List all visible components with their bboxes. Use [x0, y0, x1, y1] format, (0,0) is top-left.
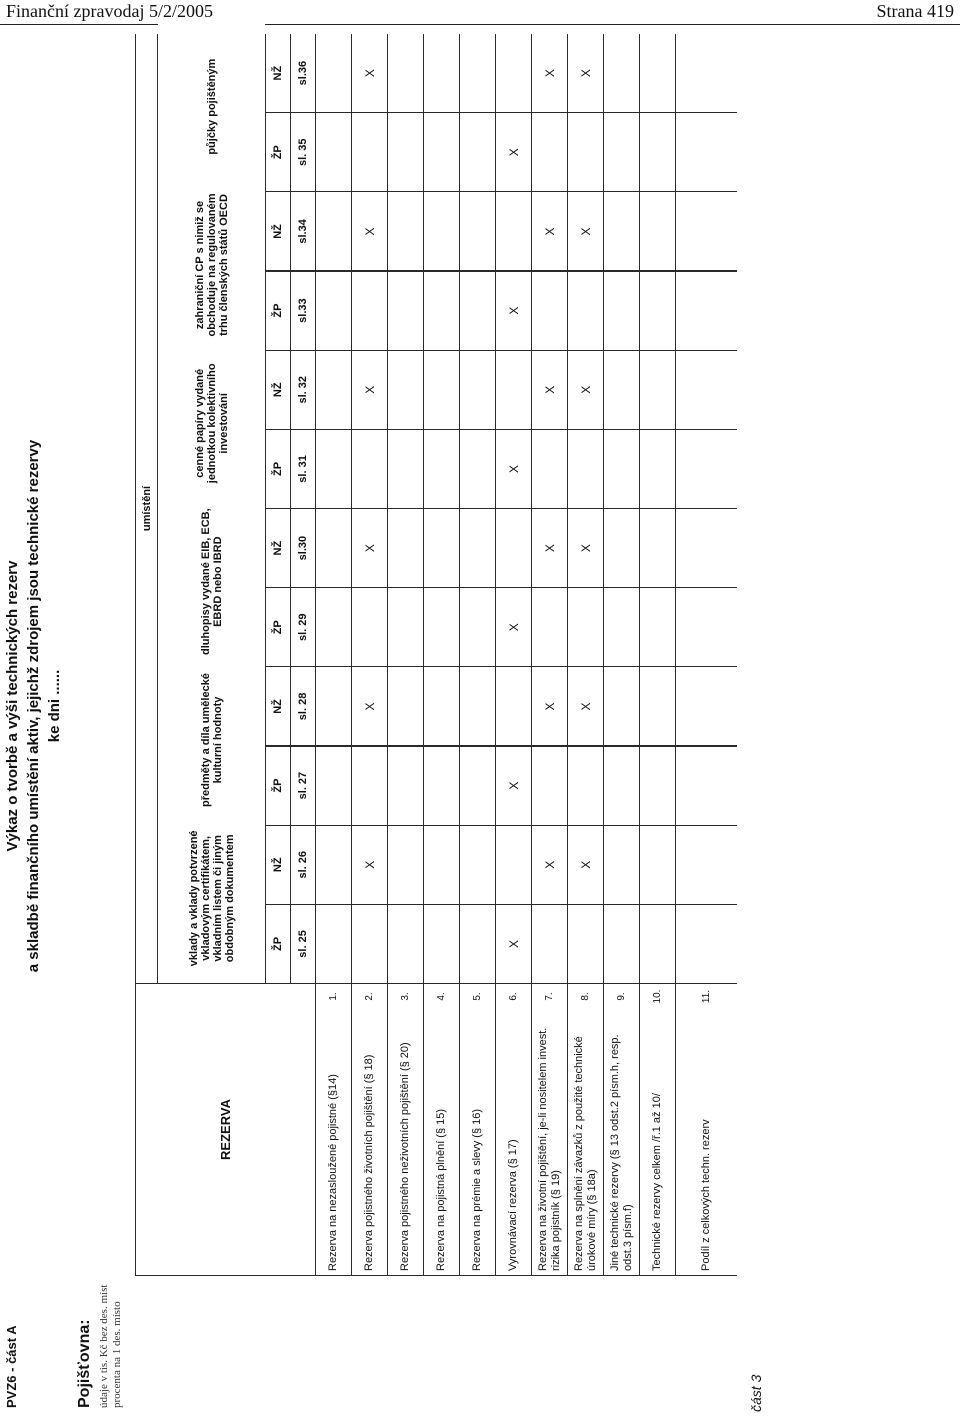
row-number: 11.	[676, 984, 737, 1009]
not-applicable-mark: X	[568, 509, 603, 587]
column-number-10: sl.34	[291, 192, 315, 270]
value-cell[interactable]	[604, 588, 639, 666]
row-label: Jiné technické rezervy (§ 13 odst.2 písm.h, resp. odst.3 písm.f)	[604, 1006, 639, 1275]
value-cell[interactable]	[640, 747, 675, 825]
subheader-2: NŽ	[266, 826, 290, 904]
group-header-2: předměty a díla umělecké kulturní hodnoty	[158, 655, 265, 824]
subheader-11: ŽP	[266, 113, 290, 191]
value-cell[interactable]	[676, 272, 737, 350]
value-cell[interactable]	[316, 905, 351, 983]
not-applicable-mark: X	[532, 351, 567, 429]
value-cell[interactable]	[424, 34, 459, 112]
subheader-1: ŽP	[266, 905, 290, 983]
value-cell[interactable]	[460, 272, 495, 350]
value-cell[interactable]	[424, 113, 459, 191]
not-applicable-mark: X	[568, 192, 603, 270]
value-cell[interactable]	[388, 113, 423, 191]
units-note-line-1: údaje v tis. Kč bez des. míst	[98, 1284, 110, 1408]
value-cell[interactable]	[388, 588, 423, 666]
column-number-1: sl. 25	[291, 905, 315, 983]
row-number: 1.	[316, 984, 351, 1009]
subheader-10: NŽ	[266, 192, 290, 270]
value-cell[interactable]	[316, 667, 351, 745]
row-number: 3.	[388, 984, 423, 1009]
value-cell[interactable]	[388, 509, 423, 587]
reserve-header: REZERVA	[136, 984, 315, 1275]
value-cell[interactable]	[424, 588, 459, 666]
form-title	[2, 346, 65, 1066]
title-line-2: a skladbě finančního umístění aktiv, jejichž zdrojem jsou technické rezervy	[25, 439, 42, 973]
value-cell[interactable]	[640, 905, 675, 983]
row-label: Rezerva pojistného neživotních pojištění (§ 20)	[388, 1006, 423, 1275]
page-number: Strana 419	[876, 1, 954, 21]
value-cell[interactable]	[640, 667, 675, 745]
value-cell[interactable]	[604, 667, 639, 745]
row-number: 9.	[604, 984, 639, 1009]
value-cell[interactable]	[460, 34, 495, 112]
value-cell[interactable]	[352, 747, 387, 825]
not-applicable-mark: X	[496, 272, 531, 350]
value-cell[interactable]	[604, 113, 639, 191]
not-applicable-mark: X	[496, 905, 531, 983]
column-number-3: sl. 27	[291, 747, 315, 825]
value-cell[interactable]	[604, 747, 639, 825]
value-cell[interactable]	[460, 192, 495, 270]
part-label: část 3	[748, 1374, 764, 1412]
value-cell[interactable]	[604, 509, 639, 587]
value-cell[interactable]	[388, 747, 423, 825]
row-number: 5.	[460, 984, 495, 1009]
value-cell[interactable]	[604, 34, 639, 112]
value-cell[interactable]	[424, 747, 459, 825]
value-cell[interactable]	[676, 192, 737, 270]
column-number-2: sl. 26	[291, 826, 315, 904]
value-cell[interactable]	[352, 272, 387, 350]
value-cell[interactable]	[424, 351, 459, 429]
row-label: Rezerva na životní pojištění, je-li nositelem invest. rizika pojistník (§ 19)	[532, 1006, 567, 1275]
value-cell[interactable]	[676, 588, 737, 666]
row-number: 6.	[496, 984, 531, 1009]
units-note-line-2: procenta na 1 des. místo	[111, 1301, 123, 1408]
not-applicable-mark: X	[532, 192, 567, 270]
subheader-4: NŽ	[266, 667, 290, 745]
value-cell[interactable]	[424, 826, 459, 904]
page-header	[0, 0, 960, 25]
value-cell[interactable]	[316, 509, 351, 587]
value-cell[interactable]	[532, 272, 567, 350]
rotated-form-page	[0, 26, 960, 1416]
value-cell[interactable]	[568, 113, 603, 191]
insurer-label: Pojišťovna:	[76, 1319, 93, 1408]
value-cell[interactable]	[460, 509, 495, 587]
form-code: PVZ6 - část A	[4, 1325, 19, 1408]
not-applicable-mark: X	[568, 34, 603, 112]
column-number-8: sl. 32	[291, 351, 315, 429]
value-cell[interactable]	[460, 826, 495, 904]
not-applicable-mark: X	[568, 826, 603, 904]
placement-header: umístění	[136, 34, 157, 983]
value-cell[interactable]	[388, 351, 423, 429]
value-cell[interactable]	[604, 192, 639, 270]
not-applicable-mark: X	[352, 192, 387, 270]
journal-title: Finanční zpravodaj 5/2/2005	[6, 1, 213, 21]
value-cell[interactable]	[640, 509, 675, 587]
value-cell[interactable]	[316, 113, 351, 191]
value-cell[interactable]	[676, 34, 737, 112]
value-cell[interactable]	[640, 351, 675, 429]
column-number-11: sl. 35	[291, 113, 315, 191]
value-cell[interactable]	[388, 192, 423, 270]
subheader-3: ŽP	[266, 747, 290, 825]
value-cell[interactable]	[460, 667, 495, 745]
column-number-9: sl.33	[291, 272, 315, 350]
value-cell[interactable]	[460, 113, 495, 191]
value-cell[interactable]	[316, 272, 351, 350]
value-cell[interactable]	[424, 430, 459, 508]
value-cell[interactable]	[388, 430, 423, 508]
value-cell[interactable]	[496, 826, 531, 904]
value-cell[interactable]	[676, 667, 737, 745]
not-applicable-mark: X	[532, 34, 567, 112]
value-cell[interactable]	[604, 351, 639, 429]
value-cell[interactable]	[316, 747, 351, 825]
not-applicable-mark: X	[496, 588, 531, 666]
row-label: Technické rezervy celkem /ř.1 až 10/	[640, 1006, 675, 1275]
value-cell[interactable]	[496, 509, 531, 587]
value-cell[interactable]	[496, 351, 531, 429]
value-cell[interactable]	[316, 34, 351, 112]
row-number: 8.	[568, 984, 603, 1009]
value-cell[interactable]	[388, 34, 423, 112]
row-label: Rezerva na nezasloužené pojistné (§14)	[316, 1006, 351, 1275]
value-cell[interactable]	[640, 113, 675, 191]
value-cell[interactable]	[316, 351, 351, 429]
not-applicable-mark: X	[496, 430, 531, 508]
row-label: Vyrovnávací rezerva (§ 17)	[496, 1006, 531, 1275]
value-cell[interactable]	[640, 430, 675, 508]
value-cell[interactable]	[316, 826, 351, 904]
value-cell[interactable]	[604, 905, 639, 983]
value-cell[interactable]	[460, 351, 495, 429]
row-number: 10.	[640, 984, 675, 1009]
subheader-6: NŽ	[266, 509, 290, 587]
value-cell[interactable]	[388, 826, 423, 904]
value-cell[interactable]	[388, 272, 423, 350]
value-cell[interactable]	[424, 192, 459, 270]
row-number: 4.	[424, 984, 459, 1009]
group-header-5: zahraniční CP s nimiž se obchoduje na regulovaném trhu členských států OECD	[158, 180, 265, 349]
value-cell[interactable]	[424, 667, 459, 745]
value-cell[interactable]	[676, 113, 737, 191]
group-header-4: cenné papíry vydané jednotkou kolektivního investování	[158, 339, 265, 508]
column-number-7: sl. 31	[291, 430, 315, 508]
row-label: Rezerva na splnění závazků z použité technické úrokové míry (§ 18a)	[568, 1006, 603, 1275]
value-cell[interactable]	[316, 588, 351, 666]
value-cell[interactable]	[532, 588, 567, 666]
not-applicable-mark: X	[352, 667, 387, 745]
value-cell[interactable]	[460, 588, 495, 666]
value-cell[interactable]	[568, 905, 603, 983]
subheader-7: ŽP	[266, 430, 290, 508]
value-cell[interactable]	[424, 905, 459, 983]
column-number-12: sl.36	[291, 34, 315, 112]
column-number-5: sl. 29	[291, 588, 315, 666]
value-cell[interactable]	[568, 747, 603, 825]
group-header-1: vklady a vklady potvrzené vkladovým certifikátem, vkladním listem či jiným obdobným dokumentem	[158, 814, 265, 983]
value-cell[interactable]	[352, 113, 387, 191]
value-cell[interactable]	[640, 588, 675, 666]
row-label: Rezerva pojistného životních pojištění (§ 18)	[352, 1006, 387, 1275]
value-cell[interactable]	[532, 905, 567, 983]
subheader-8: NŽ	[266, 351, 290, 429]
value-cell[interactable]	[640, 826, 675, 904]
value-cell[interactable]	[532, 430, 567, 508]
value-cell[interactable]	[604, 826, 639, 904]
value-cell[interactable]	[640, 272, 675, 350]
value-cell[interactable]	[352, 905, 387, 983]
not-applicable-mark: X	[352, 509, 387, 587]
value-cell[interactable]	[352, 588, 387, 666]
not-applicable-mark: X	[532, 509, 567, 587]
not-applicable-mark: X	[352, 351, 387, 429]
subheader-5: ŽP	[266, 588, 290, 666]
column-number-4: sl. 28	[291, 667, 315, 745]
value-cell[interactable]	[676, 509, 737, 587]
group-header-3: dluhopisy vydané EIB, ECB, EBRD nebo IBRD	[158, 497, 265, 666]
value-cell[interactable]	[316, 192, 351, 270]
not-applicable-mark: X	[496, 747, 531, 825]
units-note	[98, 1285, 124, 1408]
column-number-6: sl.30	[291, 509, 315, 587]
row-label: Podíl z celkových techn. rezerv	[676, 1006, 737, 1275]
value-cell[interactable]	[460, 430, 495, 508]
value-cell[interactable]	[640, 34, 675, 112]
value-cell[interactable]	[424, 509, 459, 587]
value-cell[interactable]	[532, 113, 567, 191]
subheader-12: NŽ	[266, 34, 290, 112]
row-number: 7.	[532, 984, 567, 1009]
value-cell[interactable]	[352, 430, 387, 508]
not-applicable-mark: X	[568, 351, 603, 429]
value-cell[interactable]	[640, 192, 675, 270]
value-cell[interactable]	[316, 430, 351, 508]
title-line-3: ke dni ......	[46, 669, 63, 743]
not-applicable-mark: X	[352, 826, 387, 904]
value-cell[interactable]	[460, 747, 495, 825]
value-cell[interactable]	[496, 34, 531, 112]
not-applicable-mark: X	[532, 826, 567, 904]
row-label: Rezerva na prémie a slevy (§ 16)	[460, 1006, 495, 1275]
not-applicable-mark: X	[496, 113, 531, 191]
value-cell[interactable]	[388, 905, 423, 983]
value-cell[interactable]	[496, 667, 531, 745]
not-applicable-mark: X	[352, 34, 387, 112]
value-cell[interactable]	[676, 905, 737, 983]
value-cell[interactable]	[676, 351, 737, 429]
value-cell[interactable]	[424, 272, 459, 350]
value-cell[interactable]	[568, 588, 603, 666]
value-cell[interactable]	[676, 826, 737, 904]
row-label: Rezerva na pojistná plnění (§ 15)	[424, 1006, 459, 1275]
value-cell[interactable]	[496, 192, 531, 270]
value-cell[interactable]	[604, 272, 639, 350]
row-number: 2.	[352, 984, 387, 1009]
value-cell[interactable]	[532, 747, 567, 825]
value-cell[interactable]	[388, 667, 423, 745]
reserves-table	[135, 34, 737, 1276]
subheader-9: ŽP	[266, 272, 290, 350]
not-applicable-mark: X	[532, 667, 567, 745]
group-header-6: půjčky pojištěným	[158, 22, 265, 191]
value-cell[interactable]	[604, 430, 639, 508]
value-cell[interactable]	[676, 747, 737, 825]
value-cell[interactable]	[676, 430, 737, 508]
title-line-1: Výkaz o tvorbě a výši technických rezerv	[4, 560, 21, 852]
not-applicable-mark: X	[568, 667, 603, 745]
value-cell[interactable]	[568, 272, 603, 350]
value-cell[interactable]	[460, 905, 495, 983]
value-cell[interactable]	[568, 430, 603, 508]
